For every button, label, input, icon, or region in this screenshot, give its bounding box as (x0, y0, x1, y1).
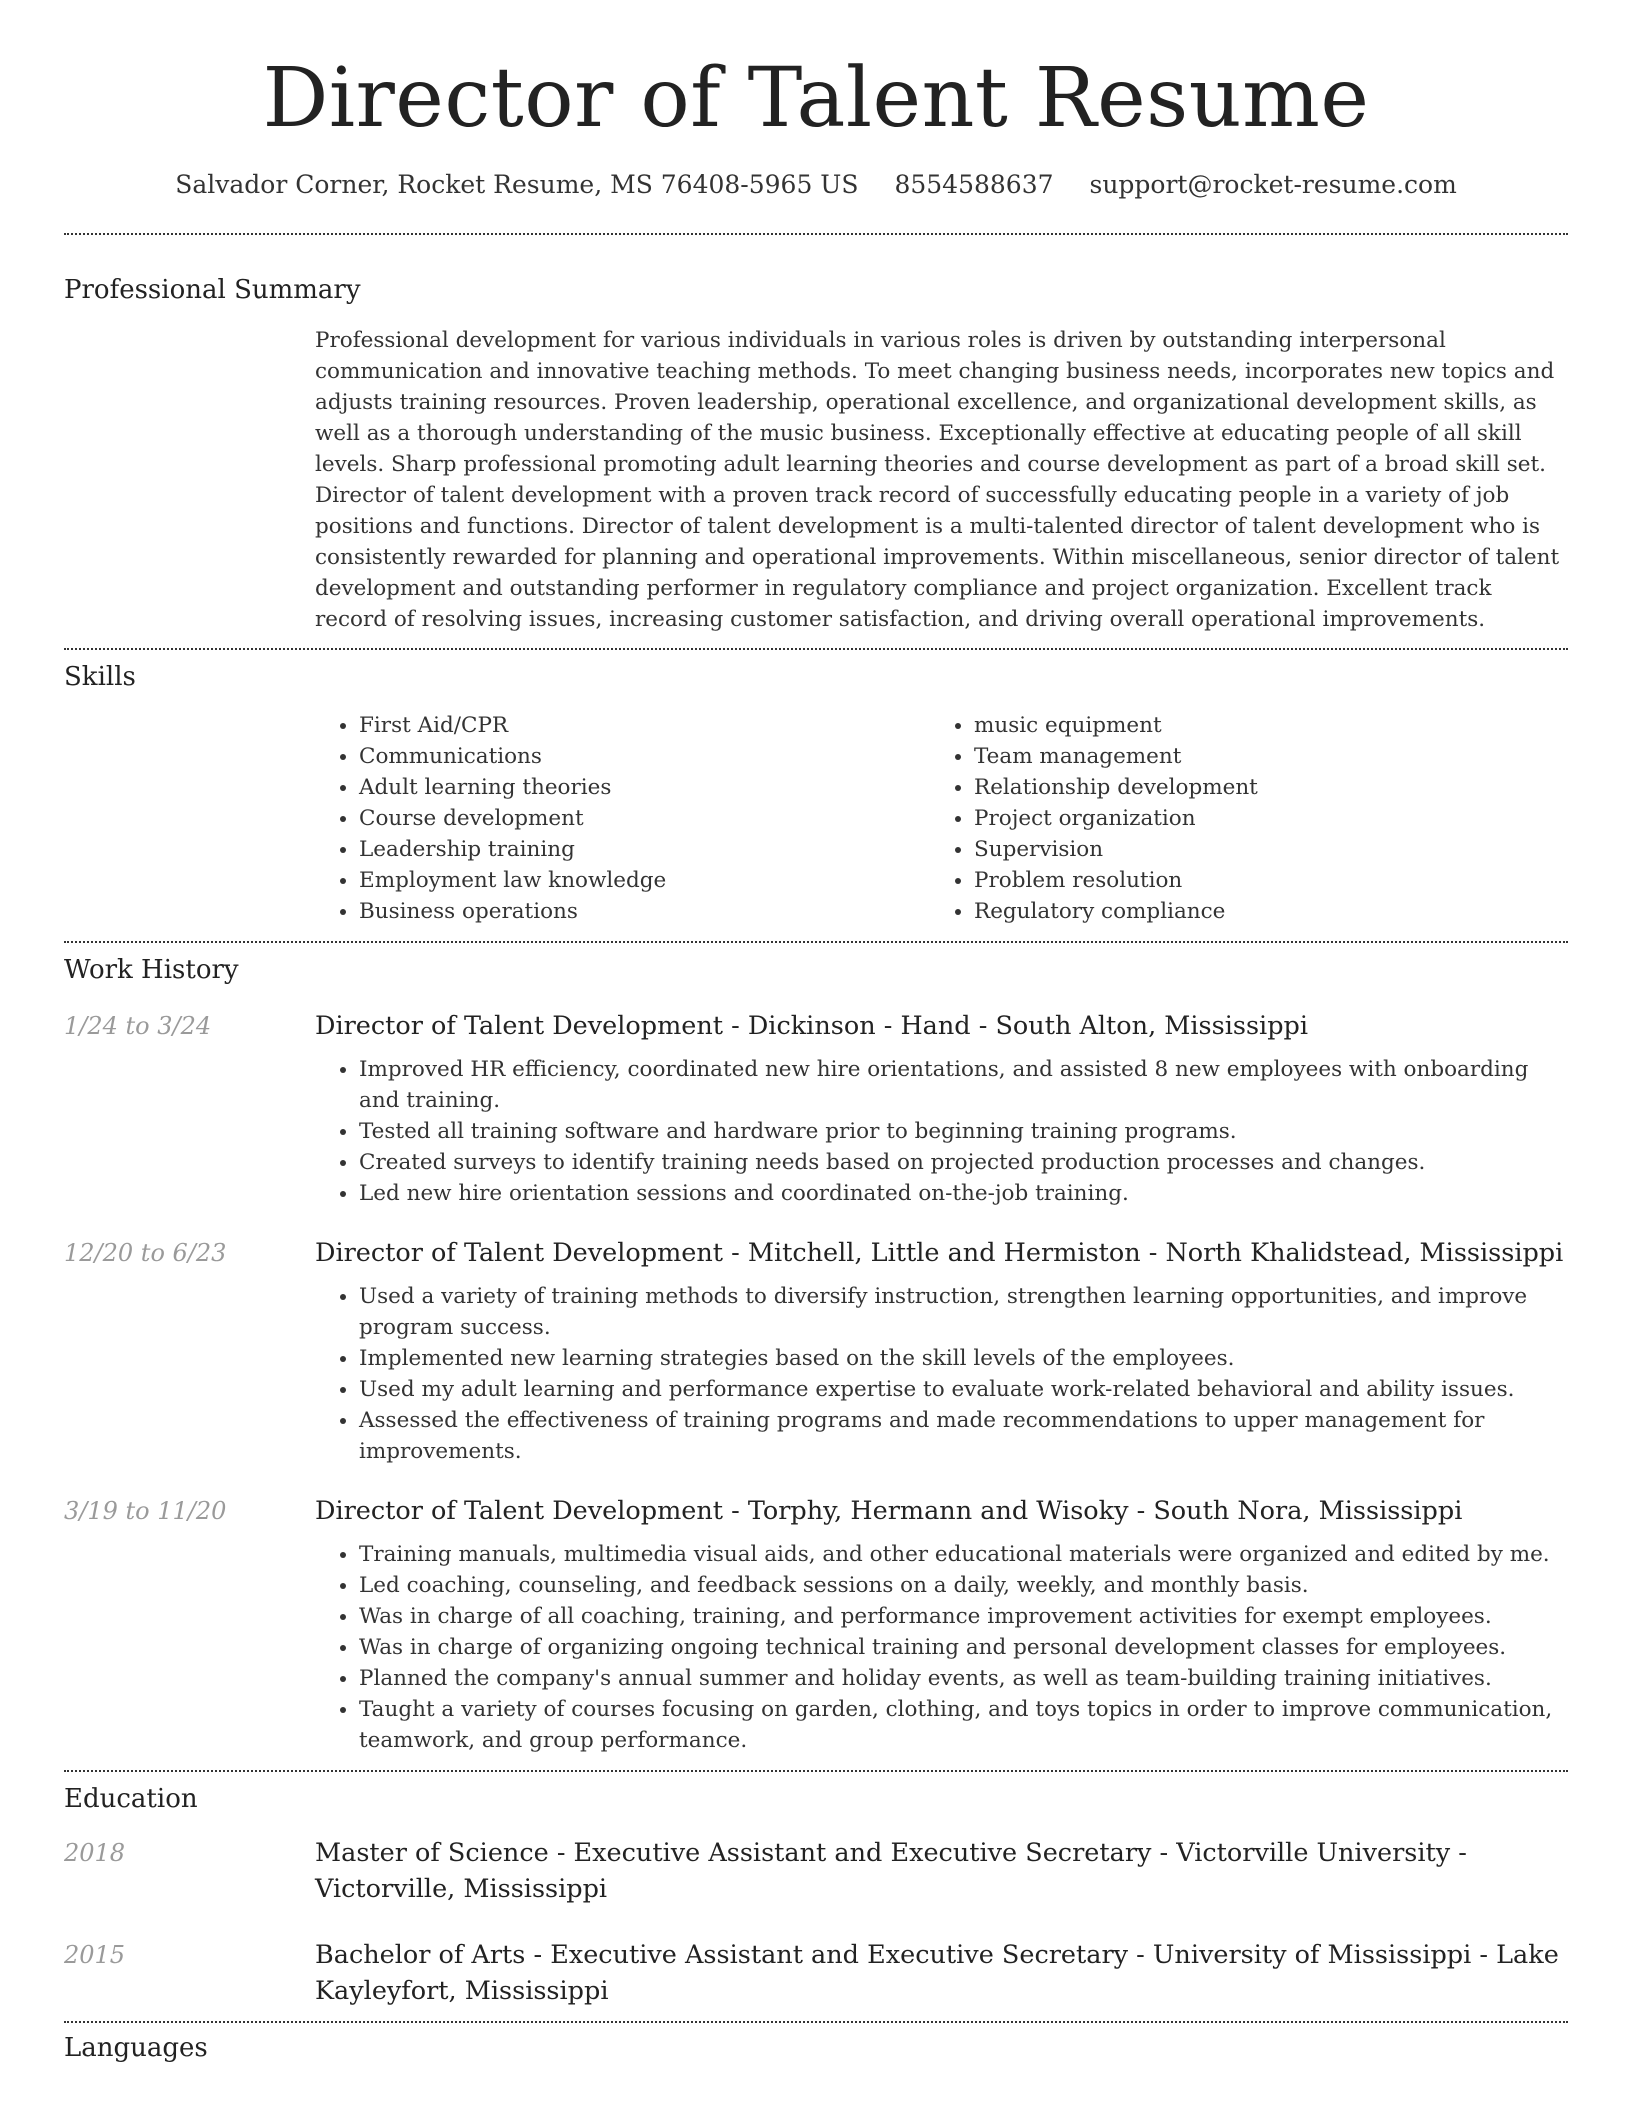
job-bullet: • Implemented new learning strategies based on the skill levels of the employees. (359, 1343, 1568, 1374)
work-section (64, 955, 1568, 1756)
skill-item: • Business operations (359, 896, 930, 927)
skills-column-right (930, 710, 1568, 927)
summary-text: Professional development for various individuals in various roles is driven by outstanding interpersonal communication and innovative teaching methods. To meet changing business needs, incorporates new topics and adjusts training resources. Proven leadership, operational excellence, and organizational development skills, as well as a thorough understanding of the music business. Exceptionally effective at educating people of all skill levels. Sharp professional promoting adult learning theories and course development as part of a broad skill set. Director of talent development with a proven track record of successfully educating people in a variety of job positions and functions. Director of talent development is a multi-talented director of talent development who is consistently rewarded for planning and operational improvements. Within miscellaneous, senior director of talent development and outstanding performer in regulatory compliance and project organization. Excellent track record of resolving issues, increasing customer satisfaction, and driving overall operational improvements. (315, 327, 1560, 632)
skill-item: • Employment law knowledge (359, 865, 930, 896)
skill-item: • First Aid/CPR (359, 710, 930, 741)
skill-item: • Leadership training (359, 834, 930, 865)
job-bullet: • Tested all training software and hardware prior to beginning training programs. (359, 1116, 1568, 1147)
job-bullet: • Used my adult learning and performance expertise to evaluate work-related behavioral and ability issues. (359, 1374, 1568, 1405)
skill-item: • Course development (359, 803, 930, 834)
job-bullet: • Led coaching, counseling, and feedback sessions on a daily, weekly, and monthly basis. (359, 1570, 1568, 1601)
skill-item: • Regulatory compliance (974, 896, 1568, 927)
skill-item: • Team management (974, 741, 1568, 772)
contact-email: support@rocket-resume.com (1089, 170, 1457, 200)
divider (64, 233, 1568, 235)
education-entry (64, 1937, 1568, 2009)
job-bullet: • Was in charge of all coaching, training, and performance improvement activities for exempt employees. (359, 1601, 1568, 1632)
job-bullet: • Was in charge of organizing ongoing technical training and personal development classes for employees. (359, 1632, 1568, 1663)
job-bullets (315, 1054, 1568, 1209)
languages-heading: Languages (64, 2033, 208, 2064)
job-dates: 3/19 to 11/20 (64, 1496, 227, 1525)
job-bullets (315, 1539, 1568, 1756)
summary-section (64, 275, 1568, 634)
job-entry (64, 1008, 1568, 1209)
divider (64, 1770, 1568, 1772)
job-bullet: • Led new hire orientation sessions and coordinated on-the-job training. (359, 1178, 1568, 1209)
divider (64, 648, 1568, 650)
skill-item: • Adult learning theories (359, 772, 930, 803)
job-bullet: • Created surveys to identify training needs based on projected production processes and changes. (359, 1147, 1568, 1178)
education-degree: Master of Science - Executive Assistant and Executive Secretary - Victorville University - Victorville, Mississippi (315, 1838, 1467, 1905)
job-dates: 1/24 to 3/24 (64, 1011, 212, 1040)
job-bullet: • Training manuals, multimedia visual aids, and other educational materials were organized and edited by me. (359, 1539, 1568, 1570)
job-dates: 12/20 to 6/23 (64, 1238, 227, 1267)
education-year: 2018 (64, 1839, 126, 1868)
contact-phone: 8554588637 (894, 170, 1054, 200)
languages-section (64, 2033, 1568, 2064)
summary-heading: Professional Summary (64, 275, 361, 306)
job-bullet: • Taught a variety of courses focusing on garden, clothing, and toys topics in order to improve communication, teamwork, and group performance. (359, 1694, 1568, 1756)
work-heading: Work History (64, 954, 239, 985)
skill-item: • Supervision (974, 834, 1568, 865)
skills-column-left (315, 710, 930, 927)
skills-list (315, 710, 1568, 927)
job-title: Director of Talent Development - Mitchell, Little and Hermiston - North Khalidstead, Mississippi (315, 1237, 1564, 1268)
job-bullet: • Assessed the effectiveness of training programs and made recommendations to upper management for improvements. (359, 1405, 1568, 1467)
job-entry (64, 1235, 1568, 1467)
job-bullets (315, 1281, 1568, 1467)
job-bullet: • Improved HR efficiency, coordinated new hire orientations, and assisted 8 new employees with onboarding and training. (359, 1054, 1568, 1116)
skills-section (64, 662, 1568, 927)
contact-line (64, 170, 1568, 199)
skill-item: • music equipment (974, 710, 1568, 741)
education-section (64, 1784, 1568, 2009)
job-title: Director of Talent Development - Torphy, Hermann and Wisoky - South Nora, Mississippi (315, 1495, 1463, 1526)
divider (64, 941, 1568, 943)
education-year: 2015 (64, 1941, 126, 1970)
skill-item: • Relationship development (974, 772, 1568, 803)
divider (64, 2021, 1568, 2023)
skills-heading: Skills (64, 661, 136, 692)
skill-item: • Project organization (974, 803, 1568, 834)
job-entry (64, 1493, 1568, 1756)
job-bullet: • Planned the company's annual summer and holiday events, as well as team-building training initiatives. (359, 1663, 1568, 1694)
education-degree: Bachelor of Arts - Executive Assistant and Executive Secretary - University of Mississippi - Lake Kayleyfort, Mississippi (315, 1940, 1559, 2007)
job-title: Director of Talent Development - Dickinson - Hand - South Alton, Mississippi (315, 1010, 1309, 1041)
job-bullet: • Used a variety of training methods to diversify instruction, strengthen learning opportunities, and improve program success. (359, 1281, 1568, 1343)
skill-item: • Communications (359, 741, 930, 772)
education-heading: Education (64, 1783, 198, 1814)
skill-item: • Problem resolution (974, 865, 1568, 896)
education-entry (64, 1835, 1568, 1907)
contact-address: Salvador Corner, Rocket Resume, MS 76408-5965 US (175, 170, 859, 200)
resume-title: Director of Talent Resume (262, 51, 1370, 146)
